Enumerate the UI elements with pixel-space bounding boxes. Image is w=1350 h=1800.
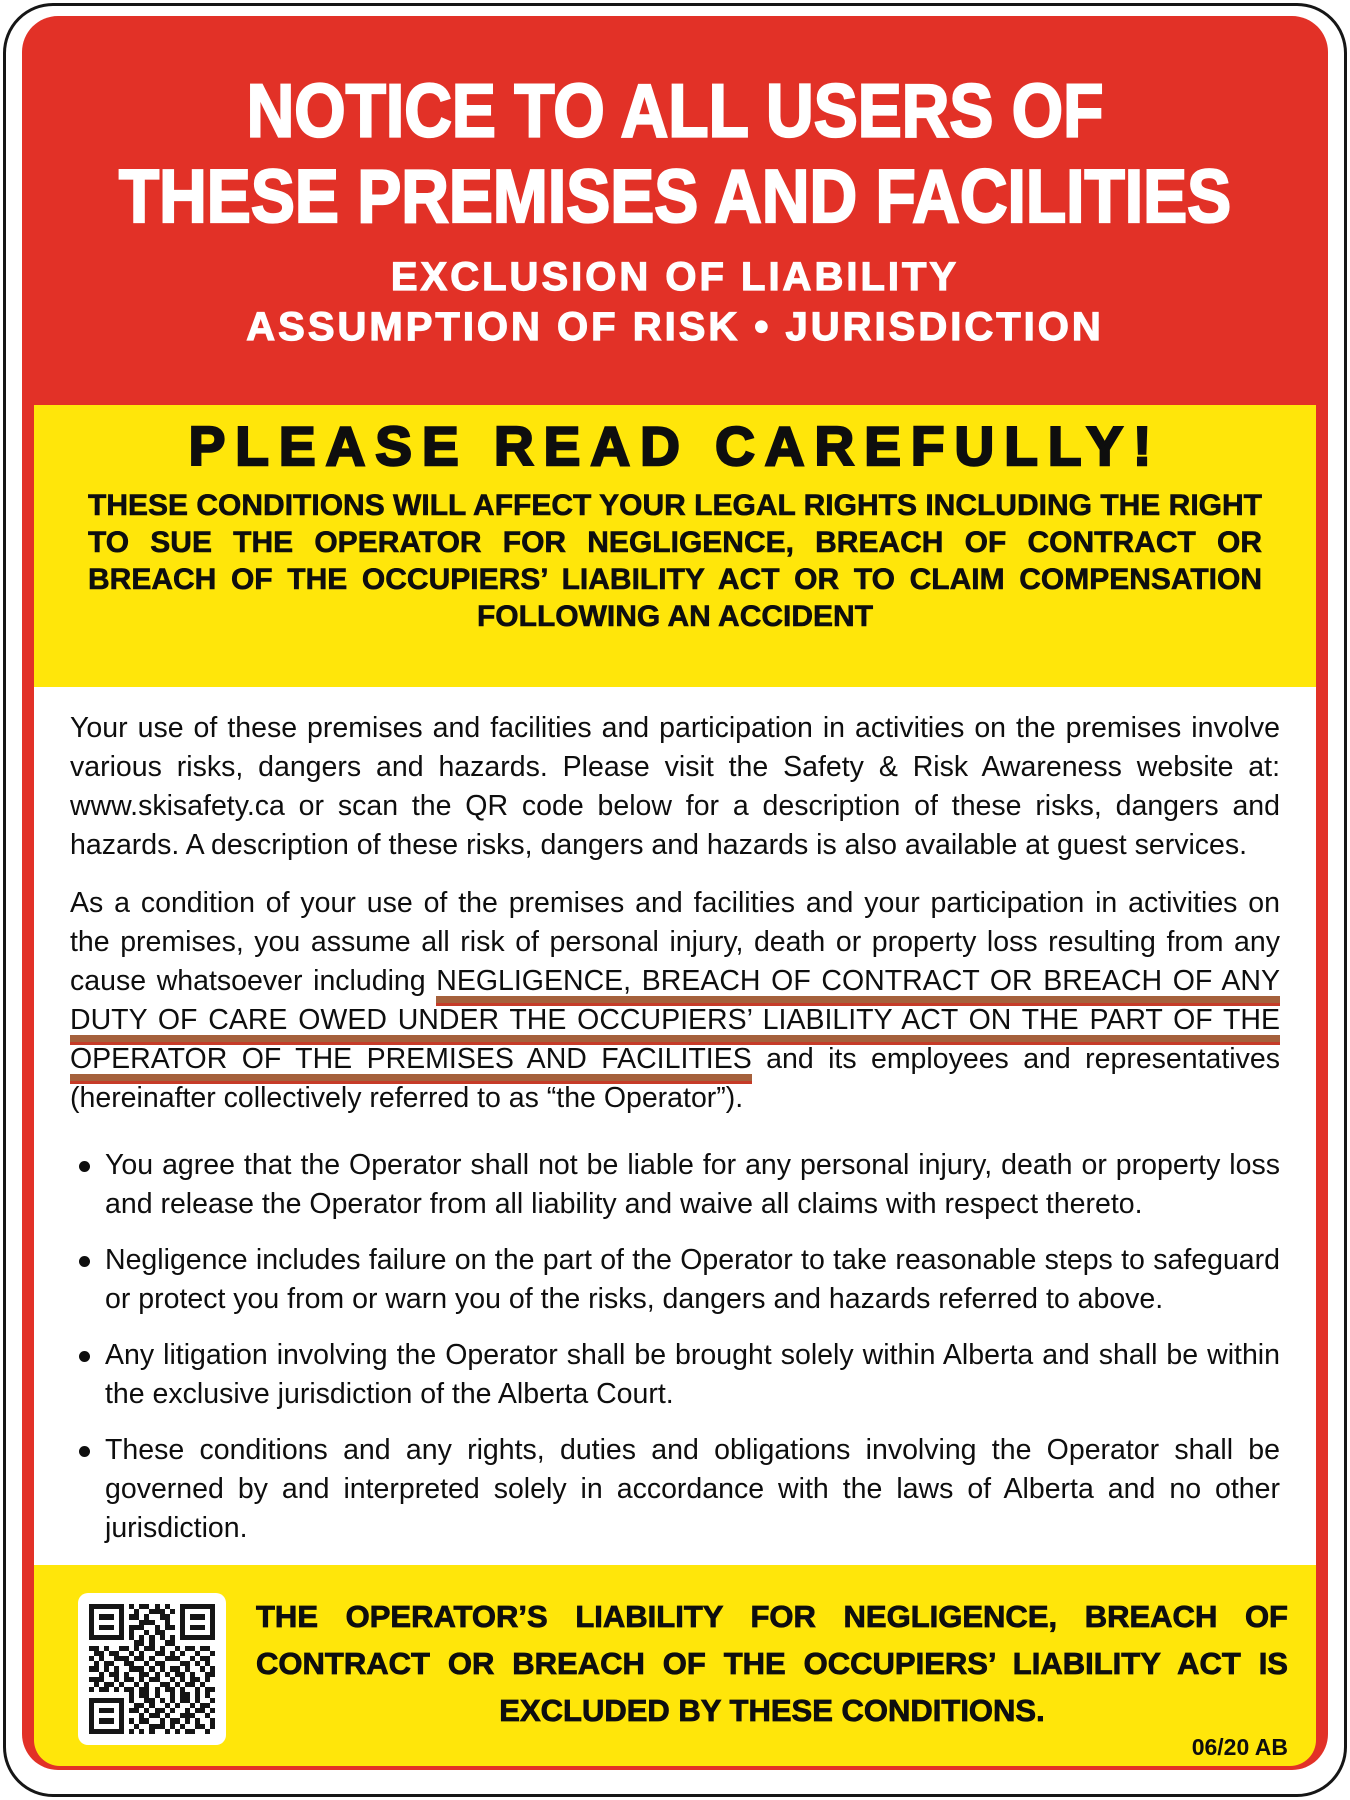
subtitle-line-2: ASSUMPTION OF RISK • JURISDICTION [246,305,1104,349]
bullet-dot-icon [79,1161,90,1172]
list-item [105,1241,1280,1319]
subtitle-line-1: EXCLUSION OF LIABILITY [390,255,960,299]
list-item-text: Any litigation involving the Operator shall be brought solely within Alberta and shall be within the exclusive jurisdiction of the Alberta Court. [105,1339,1280,1410]
list-item [105,1431,1280,1548]
sign-red-panel [22,16,1328,1770]
body-paragraph-2 [70,884,1280,1118]
header [34,28,1316,405]
bullet-dot-icon [79,1446,90,1457]
list-item-text: These conditions and any rights, duties and obligations involving the Operator shall be governed by and interpreted solely in accordance with the laws of Alberta and no other jurisdiction. [105,1434,1280,1544]
bullet-dot-icon [79,1351,90,1362]
version-label: 06/20 AB [1191,1734,1288,1760]
paragraph-2-post: and its employees and representatives (hereinafter collectively referred to as “the Operator”). [70,1043,1280,1114]
list-item-text: Negligence includes failure on the part of the Operator to take reasonable steps to safeguard or protect you from or warn you of the risks, dangers and hazards referred to above. [105,1244,1280,1315]
warning-body: THESE CONDITIONS WILL AFFECT YOUR LEGAL RIGHTS INCLUDING THE RIGHT TO SUE THE OPERATOR FOR NEGLIGENCE, BREACH OF CONTRACT OR BREACH OF THE OCCUPIERS’ LIABILITY ACT OR TO CLAIM COMPENSATION FOLLOWING AN ACCIDENT [88,489,1262,633]
body-paragraph-1: Your use of these premises and facilities and participation in activities on the premises involve various risks, dangers and hazards. Please visit the Safety & Risk Awareness website at: www.skisafety.ca or scan the QR code below for a description of these risks, dangers and hazards. A description of these risks, dangers and hazards is also available at guest services. [70,712,1280,861]
title-line-1: NOTICE TO ALL USERS OF [246,68,1104,153]
notice-title [34,68,1316,239]
list-item [105,1336,1280,1414]
list-item-text: You agree that the Operator shall not be liable for any personal injury, death or property loss and release the Operator from all liability and waive all claims with respect thereto. [105,1149,1280,1220]
title-line-2: THESE PREMISES AND FACILITIES [118,153,1232,238]
footer-panel [34,1565,1316,1766]
qr-code-icon [78,1593,226,1745]
conditions-list [70,1146,1280,1548]
bullet-dot-icon [79,1256,90,1267]
warning-heading: PLEASE READ CAREFULLY! [188,415,1162,477]
exclusion-statement: THE OPERATOR’S LIABILITY FOR NEGLIGENCE, BREACH OF CONTRACT OR BREACH OF THE OCCUPIERS’ LIABILITY ACT IS EXCLUDED BY THESE CONDITIONS. [256,1599,1288,1728]
warning-panel [34,405,1316,687]
body-panel [34,687,1316,1565]
list-item [105,1146,1280,1224]
paragraph-2-pre: As a condition of your use of the premises and facilities and your participation in activities on the premises, you assume all risk of personal injury, death or property loss resulting from any cause whatsoever including [70,887,1280,997]
notice-subtitle [34,252,1316,352]
paragraph-2-underlined: NEGLIGENCE, BREACH OF CONTRACT OR BREACH OF ANY DUTY OF CARE OWED UNDER THE OCCUPIERS’ LIABILITY ACT ON THE PART OF THE OPERATOR OF THE PREMISES AND FACILITIES [70,965,1280,1084]
footer-text-block [226,1593,1288,1760]
